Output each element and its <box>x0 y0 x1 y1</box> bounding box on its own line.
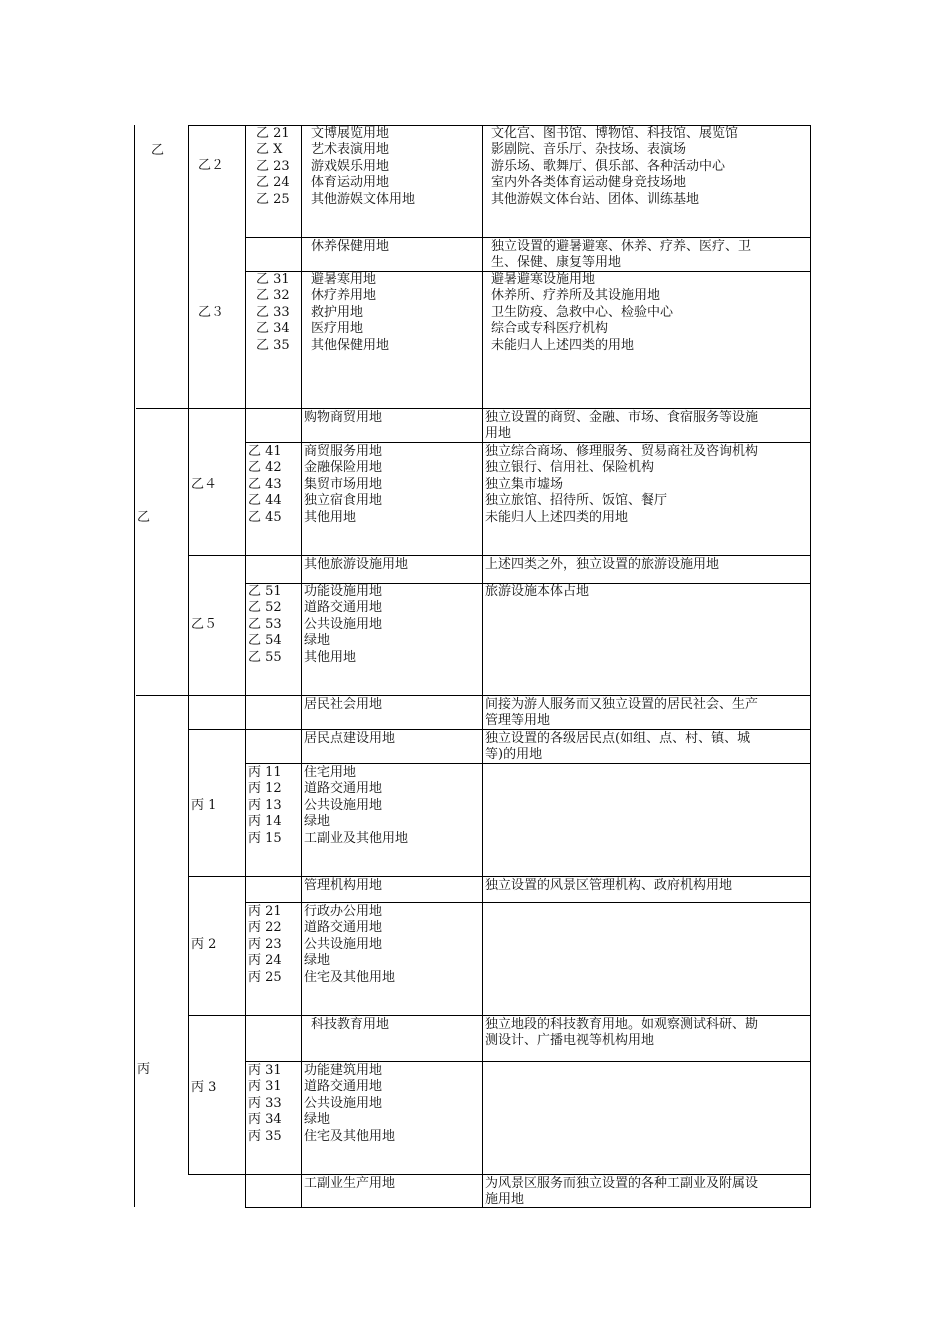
yi4-names-line: 金融保险用地 <box>304 460 383 476</box>
yi3-descs-line: 卫生防疫、急救中心、检验中心 <box>491 304 674 320</box>
yi3-codes-line: 乙 31 <box>256 272 290 287</box>
name-column-line: 体育运动用地 <box>311 175 390 191</box>
yi5-names-line: 功能设施用地 <box>304 584 383 599</box>
bing-header-desc-line: 间接为游人服务而又独立设置的居民社会、生产 <box>485 697 759 712</box>
table-rule-v <box>134 125 135 1207</box>
table-rule-v <box>810 125 811 1207</box>
bing3-codes <box>248 1063 282 1145</box>
bing4-header-desc-line: 为风景区服务而独立设置的各种工副业及附属设 <box>485 1176 759 1191</box>
yi5-mid: 乙５ <box>191 617 218 632</box>
bing1-codes-line: 丙 14 <box>248 814 282 830</box>
yi4-descs-line: 独立综合商场、修理服务、贸易商社及咨询机构 <box>485 444 759 459</box>
bing4-header-desc-line: 施用地 <box>485 1192 525 1208</box>
yi3-codes-line: 乙 34 <box>256 321 290 337</box>
yi4-header-desc <box>485 410 758 443</box>
bing3-codes-line: 丙 31 <box>248 1079 282 1095</box>
bing1-codes-line: 丙 11 <box>248 765 282 780</box>
bing1-names-line: 工副业及其他用地 <box>304 830 409 846</box>
yi4-descs-line: 独立旅馆、招待所、饭馆、餐厅 <box>485 493 668 509</box>
name-column-line: 艺术表演用地 <box>311 142 390 158</box>
yi3-header-desc <box>491 239 751 272</box>
bing1-names-line: 住宅用地 <box>304 765 357 780</box>
table-rule-h <box>136 695 811 696</box>
yi4-names <box>304 444 382 526</box>
yi3-descs-line: 休养所、疗养所及其设施用地 <box>491 288 661 304</box>
yi4-names-line: 商贸服务用地 <box>304 444 383 459</box>
table-rule-v <box>188 125 189 1174</box>
bing-header-name: 居民社会用地 <box>304 697 383 712</box>
bing1-codes <box>248 765 282 847</box>
yi5-header-name: 其他旅游设施用地 <box>304 557 409 572</box>
description-column-line: 游乐场、歌舞厅、俱乐部、各种活动中心 <box>491 158 726 174</box>
bing3-codes-line: 丙 31 <box>248 1063 282 1078</box>
yi4-descs-line: 独立银行、信用社、保险机构 <box>485 460 655 476</box>
bing-major: 丙 <box>137 1062 151 1077</box>
bing2-codes-line: 丙 23 <box>248 936 282 952</box>
table-rule-h <box>245 1061 811 1062</box>
table-rule-h <box>188 1174 811 1175</box>
description-column-line: 室内外各类体育运动健身竞技场地 <box>491 175 687 191</box>
yi3-codes-line: 乙 32 <box>256 288 290 304</box>
bing-header-desc-line: 管理等用地 <box>485 713 551 729</box>
table-rule-v <box>245 125 246 1207</box>
yi3-names-line: 其他保健用地 <box>311 337 390 353</box>
bing1-header-name: 居民点建设用地 <box>304 731 396 746</box>
bing3-header-desc-line: 测设计、广播电视等机构用地 <box>485 1033 655 1049</box>
yi4-names-line: 独立宿食用地 <box>304 493 383 509</box>
bing3-names-line: 绿地 <box>304 1112 331 1128</box>
description-column-line: 其他游娱文体台站、团体、训练基地 <box>491 191 700 207</box>
bing1-names <box>304 765 408 847</box>
bing2-names-line: 行政办公用地 <box>304 904 383 919</box>
yi3-codes <box>256 272 290 354</box>
yi3-descs <box>491 272 673 354</box>
yi5-names-line: 公共设施用地 <box>304 616 383 632</box>
yi5-codes-line: 乙 53 <box>248 616 282 632</box>
table-rule-v <box>301 125 302 1207</box>
yi3-names-line: 救护用地 <box>311 304 364 320</box>
yi4-codes <box>248 444 282 526</box>
table-rule-h <box>188 876 811 877</box>
table-rule-h <box>245 237 811 238</box>
yi4-descs-line: 独立集市墟场 <box>485 476 564 492</box>
bing1-header-desc-line: 独立设置的各级居民点(如组、点、村、镇、城 <box>485 731 751 746</box>
bing2-names <box>304 904 395 986</box>
yi4-descs <box>485 444 758 526</box>
bing2-names-line: 公共设施用地 <box>304 936 383 952</box>
yi4-names-line: 其他用地 <box>304 509 357 525</box>
yi3-header-desc-line: 生、保健、康复等用地 <box>491 255 622 271</box>
bing2-codes-line: 丙 24 <box>248 953 282 969</box>
bing4-header-name: 工副业生产用地 <box>304 1176 396 1191</box>
yi-major-2: 乙 <box>137 510 151 525</box>
bing2-header-name: 管理机构用地 <box>304 878 383 893</box>
name-column-line: 其他游娱文体用地 <box>311 191 416 207</box>
yi5-codes-line: 乙 54 <box>248 633 282 649</box>
mid-category-label: 乙２ <box>198 158 225 173</box>
yi4-codes-line: 乙 43 <box>248 476 282 492</box>
code-column <box>256 126 290 208</box>
yi4-header-desc-line: 独立设置的商贸、金融、市场、食宿服务等设施 <box>485 410 759 425</box>
code-column-line: 乙 21 <box>256 126 290 141</box>
bing1-header-desc <box>485 731 750 764</box>
yi3-mid: 乙３ <box>198 305 225 320</box>
bing1-codes-line: 丙 15 <box>248 830 282 846</box>
yi3-names-line: 休疗养用地 <box>311 288 377 304</box>
table-rule-h <box>188 1015 811 1016</box>
bing1-names-line: 绿地 <box>304 814 331 830</box>
yi4-descs-line: 未能归人上述四类的用地 <box>485 509 629 525</box>
bing2-codes-line: 丙 21 <box>248 904 282 919</box>
yi3-header-name: 休养保健用地 <box>311 239 390 254</box>
yi3-descs-line: 未能归人上述四类的用地 <box>491 337 635 353</box>
bing1-header-desc-line: 等)的用地 <box>485 747 543 763</box>
yi4-codes-line: 乙 45 <box>248 509 282 525</box>
yi4-codes-line: 乙 42 <box>248 460 282 476</box>
yi5-names-line: 道路交通用地 <box>304 600 383 616</box>
yi5-names <box>304 584 382 666</box>
yi3-names-line: 避暑寒用地 <box>311 272 377 287</box>
bing3-header-desc <box>485 1017 758 1050</box>
table-rule-h <box>136 408 811 409</box>
bing3-codes-line: 丙 35 <box>248 1128 282 1144</box>
bing3-mid: 丙 3 <box>191 1080 217 1095</box>
bing2-header-desc: 独立设置的风景区管理机构、政府机构用地 <box>485 878 733 893</box>
yi4-mid: 乙４ <box>191 477 218 492</box>
yi5-codes-line: 乙 52 <box>248 600 282 616</box>
yi5-codes-line: 乙 55 <box>248 649 282 665</box>
description-column <box>491 126 738 208</box>
yi3-descs-line: 综合或专科医疗机构 <box>491 321 609 337</box>
name-column-line: 游戏娱乐用地 <box>311 158 390 174</box>
code-column-line: 乙 23 <box>256 158 290 174</box>
yi3-names-line: 医疗用地 <box>311 321 364 337</box>
code-column-line: 乙 25 <box>256 191 290 207</box>
table-rule-v <box>482 125 483 1207</box>
bing2-names-line: 住宅及其他用地 <box>304 969 396 985</box>
bing2-codes <box>248 904 282 986</box>
bing2-names-line: 绿地 <box>304 953 331 969</box>
bing4-header-desc <box>485 1176 758 1209</box>
bing3-names <box>304 1063 395 1145</box>
bing1-codes-line: 丙 12 <box>248 781 282 797</box>
bing1-names-line: 道路交通用地 <box>304 781 383 797</box>
yi3-header-desc-line: 独立设置的避暑避寒、休养、疗养、医疗、卫 <box>491 239 752 254</box>
bing1-codes-line: 丙 13 <box>248 797 282 813</box>
bing3-header-name: 科技教育用地 <box>311 1017 390 1032</box>
bing3-names-line: 公共设施用地 <box>304 1095 383 1111</box>
yi3-descs-line: 避暑避寒设施用地 <box>491 272 596 287</box>
yi5-codes-line: 乙 51 <box>248 584 282 599</box>
bing-header-desc <box>485 697 758 730</box>
bing3-codes-line: 丙 34 <box>248 1112 282 1128</box>
yi5-descs: 旅游设施本体占地 <box>485 584 590 599</box>
yi4-codes-line: 乙 44 <box>248 493 282 509</box>
yi4-header-name: 购物商贸用地 <box>304 410 383 425</box>
bing3-names-line: 功能建筑用地 <box>304 1063 383 1078</box>
bing3-names-line: 住宅及其他用地 <box>304 1128 396 1144</box>
yi3-names <box>311 272 389 354</box>
code-column-line: 乙 X <box>256 142 283 158</box>
yi4-header-desc-line: 用地 <box>485 426 512 442</box>
yi5-codes <box>248 584 282 666</box>
bing3-header-desc-line: 独立地段的科技教育用地。如观察测试科研、勘 <box>485 1017 759 1032</box>
yi3-codes-line: 乙 33 <box>256 304 290 320</box>
major-category-label: 乙 <box>151 143 165 158</box>
bing2-codes-line: 丙 25 <box>248 969 282 985</box>
code-column-line: 乙 24 <box>256 175 290 191</box>
yi3-codes-line: 乙 35 <box>256 337 290 353</box>
bing1-names-line: 公共设施用地 <box>304 797 383 813</box>
name-column-line: 文博展览用地 <box>311 126 390 141</box>
yi4-codes-line: 乙 41 <box>248 444 282 459</box>
bing2-mid: 丙 2 <box>191 937 217 952</box>
name-column <box>311 126 415 208</box>
table-rule-h <box>188 555 811 556</box>
yi4-names-line: 集贸市场用地 <box>304 476 383 492</box>
bing3-codes-line: 丙 33 <box>248 1095 282 1111</box>
bing2-codes-line: 丙 22 <box>248 920 282 936</box>
bing2-names-line: 道路交通用地 <box>304 920 383 936</box>
yi5-names-line: 绿地 <box>304 633 331 649</box>
description-column-line: 影剧院、音乐厅、杂技场、表演场 <box>491 142 687 158</box>
yi5-header-desc: 上述四类之外，独立设置的旅游设施用地 <box>485 557 720 572</box>
bing3-names-line: 道路交通用地 <box>304 1079 383 1095</box>
bing1-mid: 丙 1 <box>191 798 217 813</box>
table-rule-h <box>245 902 811 903</box>
description-column-line: 文化宫、图书馆、博物馆、科技馆、展览馆 <box>491 126 739 141</box>
yi5-names-line: 其他用地 <box>304 649 357 665</box>
